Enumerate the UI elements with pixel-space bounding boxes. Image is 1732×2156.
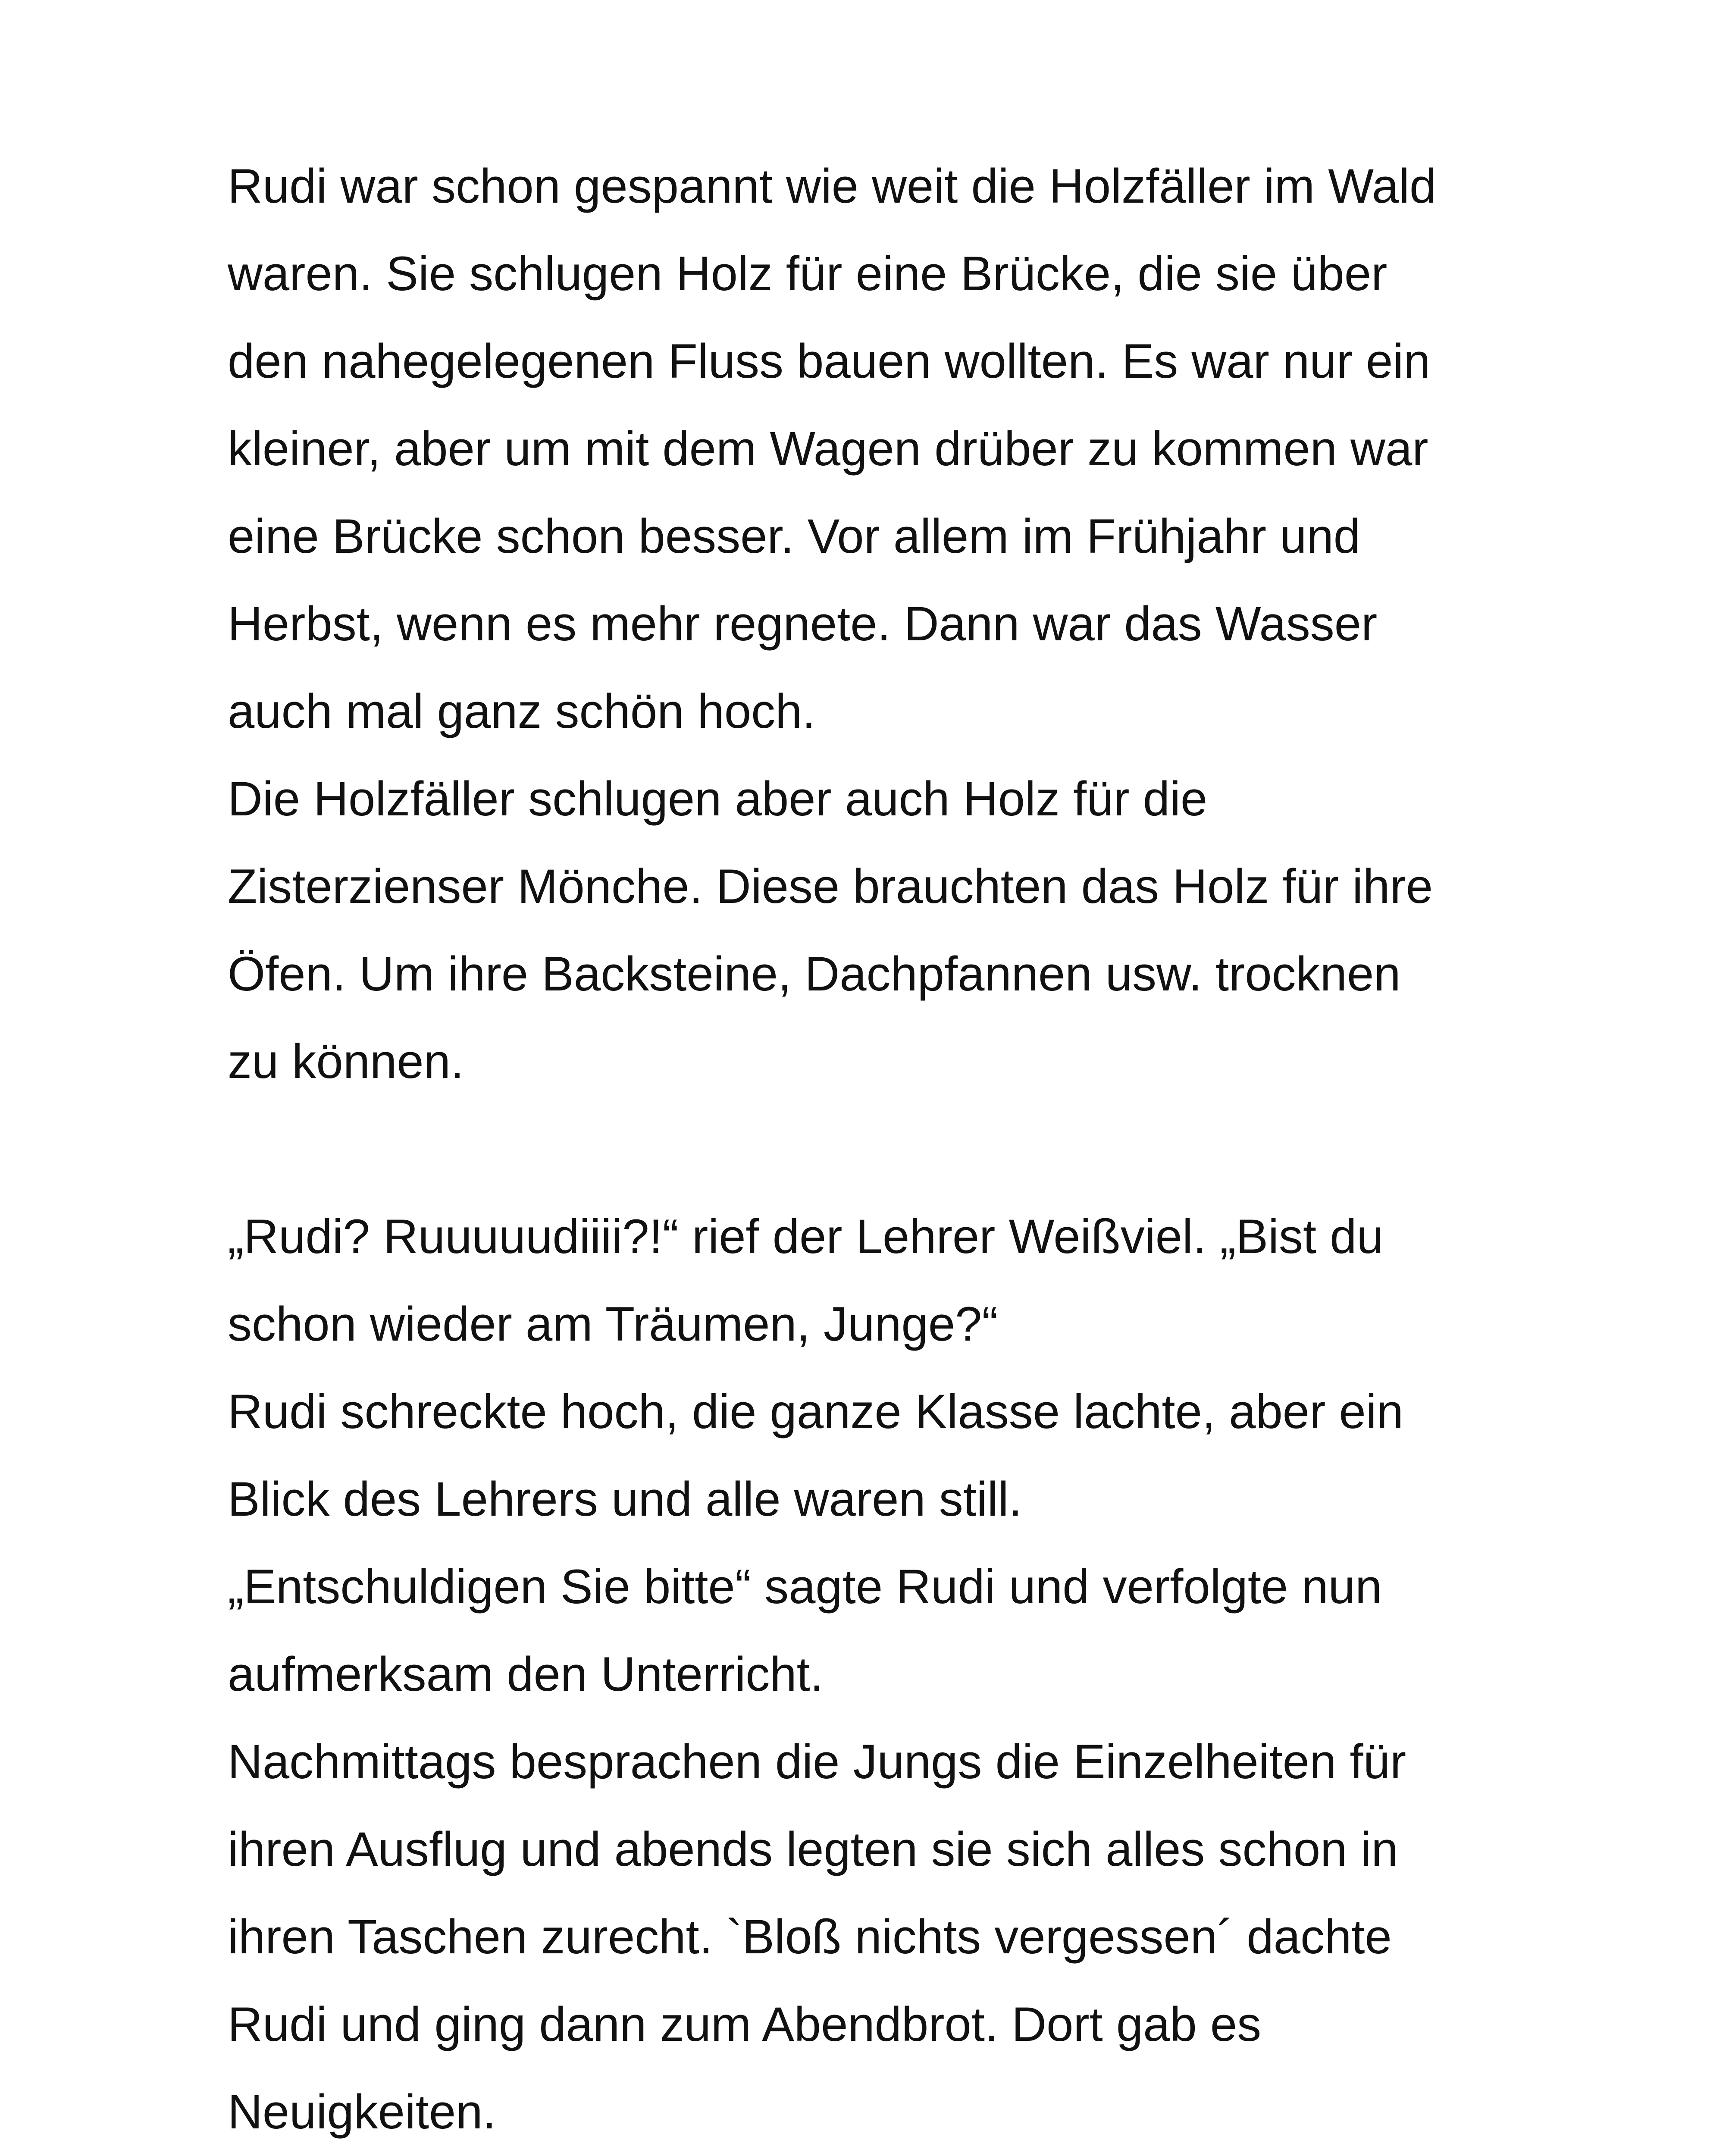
text-line: kleiner, aber um mit dem Wagen drüber zu kommen war <box>228 422 1428 476</box>
text-line: Rudi und ging dann zum Abendbrot. Dort gab es <box>228 1997 1262 2051</box>
text-line: „Rudi? Ruuuuudiiii?!“ rief der Lehrer Weißviel. „Bist du <box>228 1210 1384 1263</box>
text-line: Die Holzfäller schlugen aber auch Holz für die <box>228 772 1208 826</box>
text-line: waren. Sie schlugen Holz für eine Brücke, die sie über <box>228 247 1387 301</box>
text-line: aufmerksam den Unterricht. <box>228 1647 824 1701</box>
text-line: Zisterzienser Mönche. Diese brauchten das Holz für ihre <box>228 859 1433 913</box>
text-line: Neuigkeiten. <box>228 2085 496 2139</box>
paragraph-5 <box>228 1543 1521 1718</box>
text-line: schon wieder am Träumen, Junge?“ <box>228 1297 998 1351</box>
text-line: Rudi schreckte hoch, die ganze Klasse lachte, aber ein <box>228 1385 1403 1438</box>
text-line: zu können. <box>228 1034 464 1088</box>
text-line: Öfen. Um ihre Backsteine, Dachpfannen usw. trocknen <box>228 947 1401 1001</box>
text-line: Blick des Lehrers und alle waren still. <box>228 1472 1022 1526</box>
text-line: Herbst, wenn es mehr regnete. Dann war das Wasser <box>228 597 1378 651</box>
text-line: ihren Taschen zurecht. `Bloß nichts vergessen´ dachte <box>228 1910 1392 1964</box>
paragraph-2 <box>228 755 1521 1105</box>
text-line: den nahegelegenen Fluss bauen wollten. Es war nur ein <box>228 334 1431 388</box>
text-line: eine Brücke schon besser. Vor allem im Frühjahr und <box>228 509 1361 563</box>
text-line: Nachmittags besprachen die Jungs die Einzelheiten für <box>228 1735 1406 1789</box>
body-text <box>228 142 1521 2156</box>
text-line: „Entschuldigen Sie bitte“ sagte Rudi und verfolgte nun <box>228 1560 1382 1614</box>
text-line: ihren Ausflug und abends legten sie sich alles schon in <box>228 1822 1398 1876</box>
paragraph-4 <box>228 1368 1521 1543</box>
paragraph-3 <box>228 1193 1521 1368</box>
paragraph-6 <box>228 1718 1521 2156</box>
text-line: auch mal ganz schön hoch. <box>228 684 816 738</box>
text-line: Rudi war schon gespannt wie weit die Holzfäller im Wald <box>228 159 1437 213</box>
paragraph-spacer <box>228 1105 1521 1193</box>
paragraph-1 <box>228 142 1521 755</box>
